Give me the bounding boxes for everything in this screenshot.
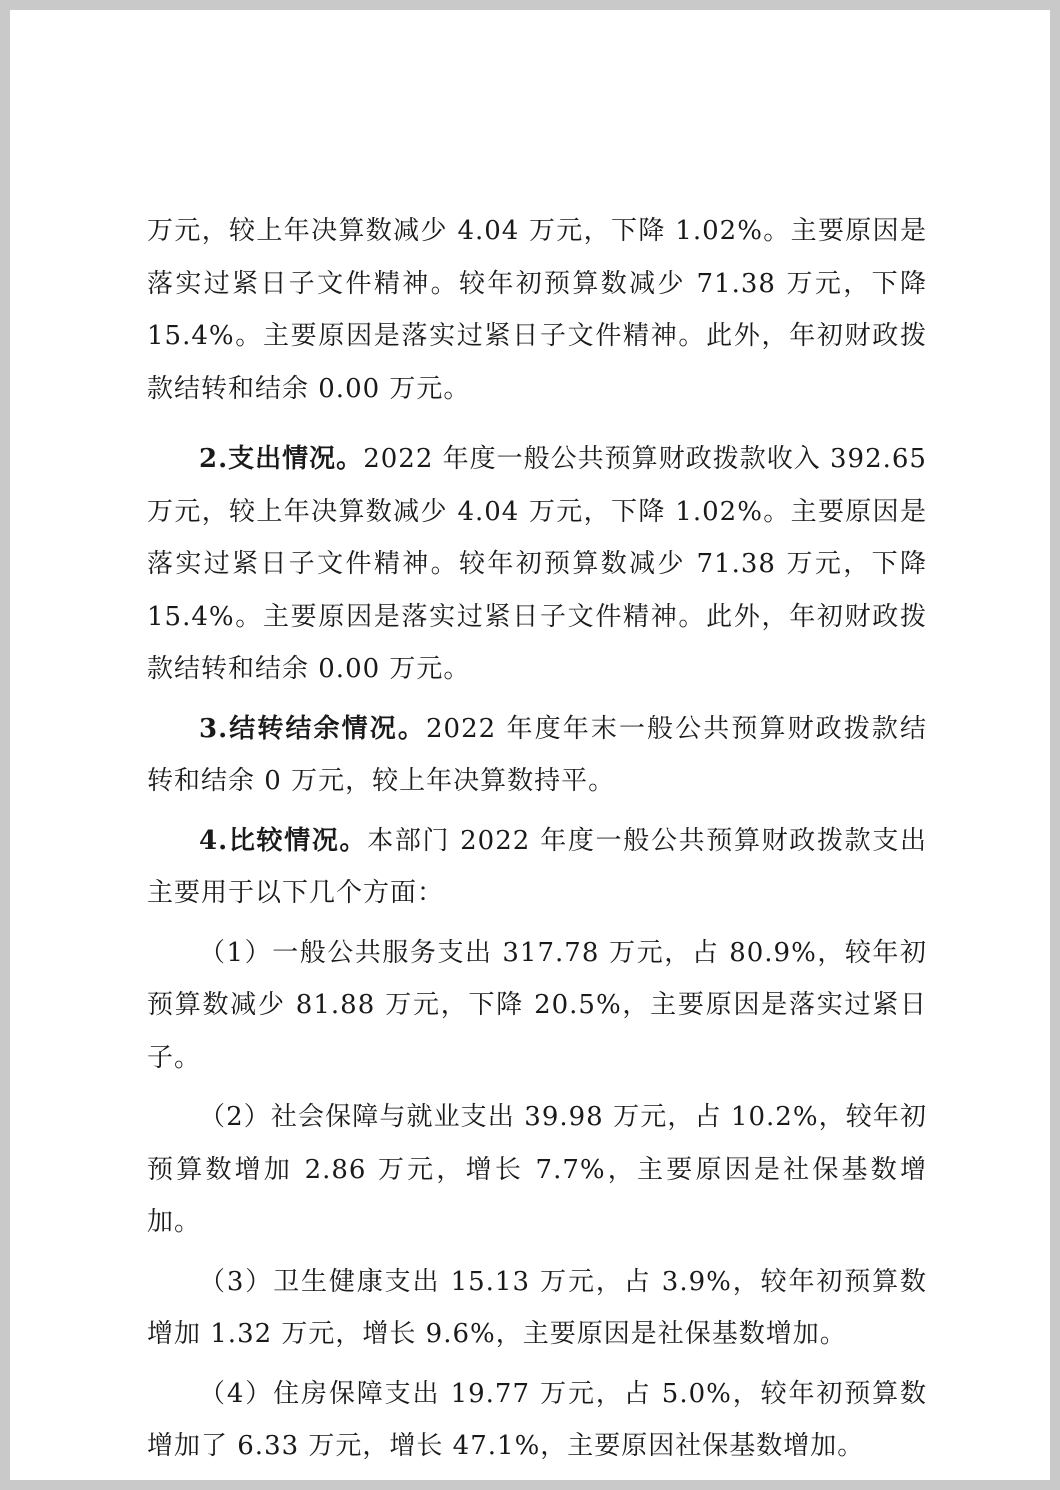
paragraph-expenditure [147,433,927,696]
list-item [147,1256,927,1361]
paragraph-text: 本部门 2022 年度一般公共预算财政拨款支出主要用于以下几个方面： [147,825,927,908]
list-item-text: （3）卫生健康支出 15.13 万元，占 3.9%，较年初预算数增加 1.32 万元，增长 9.6%，主要原因是社保基数增加。 [147,1266,927,1349]
section-heading-carryover: 3.结转结余情况。 [199,713,426,744]
list-item [147,1368,927,1473]
paragraph-carryover [147,703,927,808]
list-item-text: （4）住房保障支出 19.77 万元，占 5.0%，较年初预算数增加了 6.33 万元，增长 47.1%，主要原因社保基数增加。 [147,1378,927,1461]
document-page [10,10,1050,1480]
paragraph-text: 万元，较上年决算数减少 4.04 万元，下降 1.02%。主要原因是落实过紧日子文件精神。较年初预算数减少 71.38 万元，下降 15.4%。主要原因是落实过紧日子文件精神。此外，年初财政拨款结转和结余 0.00 万元。 [147,216,927,404]
section-heading-expenditure: 2.支出情况。 [199,444,364,474]
paragraph-revenue-continued [147,205,927,415]
section-heading-comparison: 4.比较情况。 [199,825,368,856]
paragraph-comparison [147,815,927,920]
list-item-text: （1）一般公共服务支出 317.78 万元，占 80.9%，较年初预算数减少 81.88 万元，下降 20.5%，主要原因是落实过紧日子。 [147,937,927,1073]
list-item [147,1091,927,1249]
list-item [147,927,927,1085]
document-body [147,205,927,1473]
list-item-text: （2）社会保障与就业支出 39.98 万元，占 10.2%，较年初预算数增加 2.86 万元，增长 7.7%，主要原因是社保基数增加。 [147,1102,927,1237]
paragraph-text: 2022 年度年末一般公共预算财政拨款结转和结余 0 万元，较上年决算数持平。 [147,713,927,796]
paragraph-text: 2022 年度一般公共预算财政拨款收入 392.65 万元，较上年决算数减少 4.04 万元，下降 1.02%。主要原因是落实过紧日子文件精神。较年初预算数减少 71.38 万元，下降 15.4%。主要原因是落实过紧日子文件精神。此外，年初财政拨款结转和结余 0.00 万元。 [147,444,927,684]
